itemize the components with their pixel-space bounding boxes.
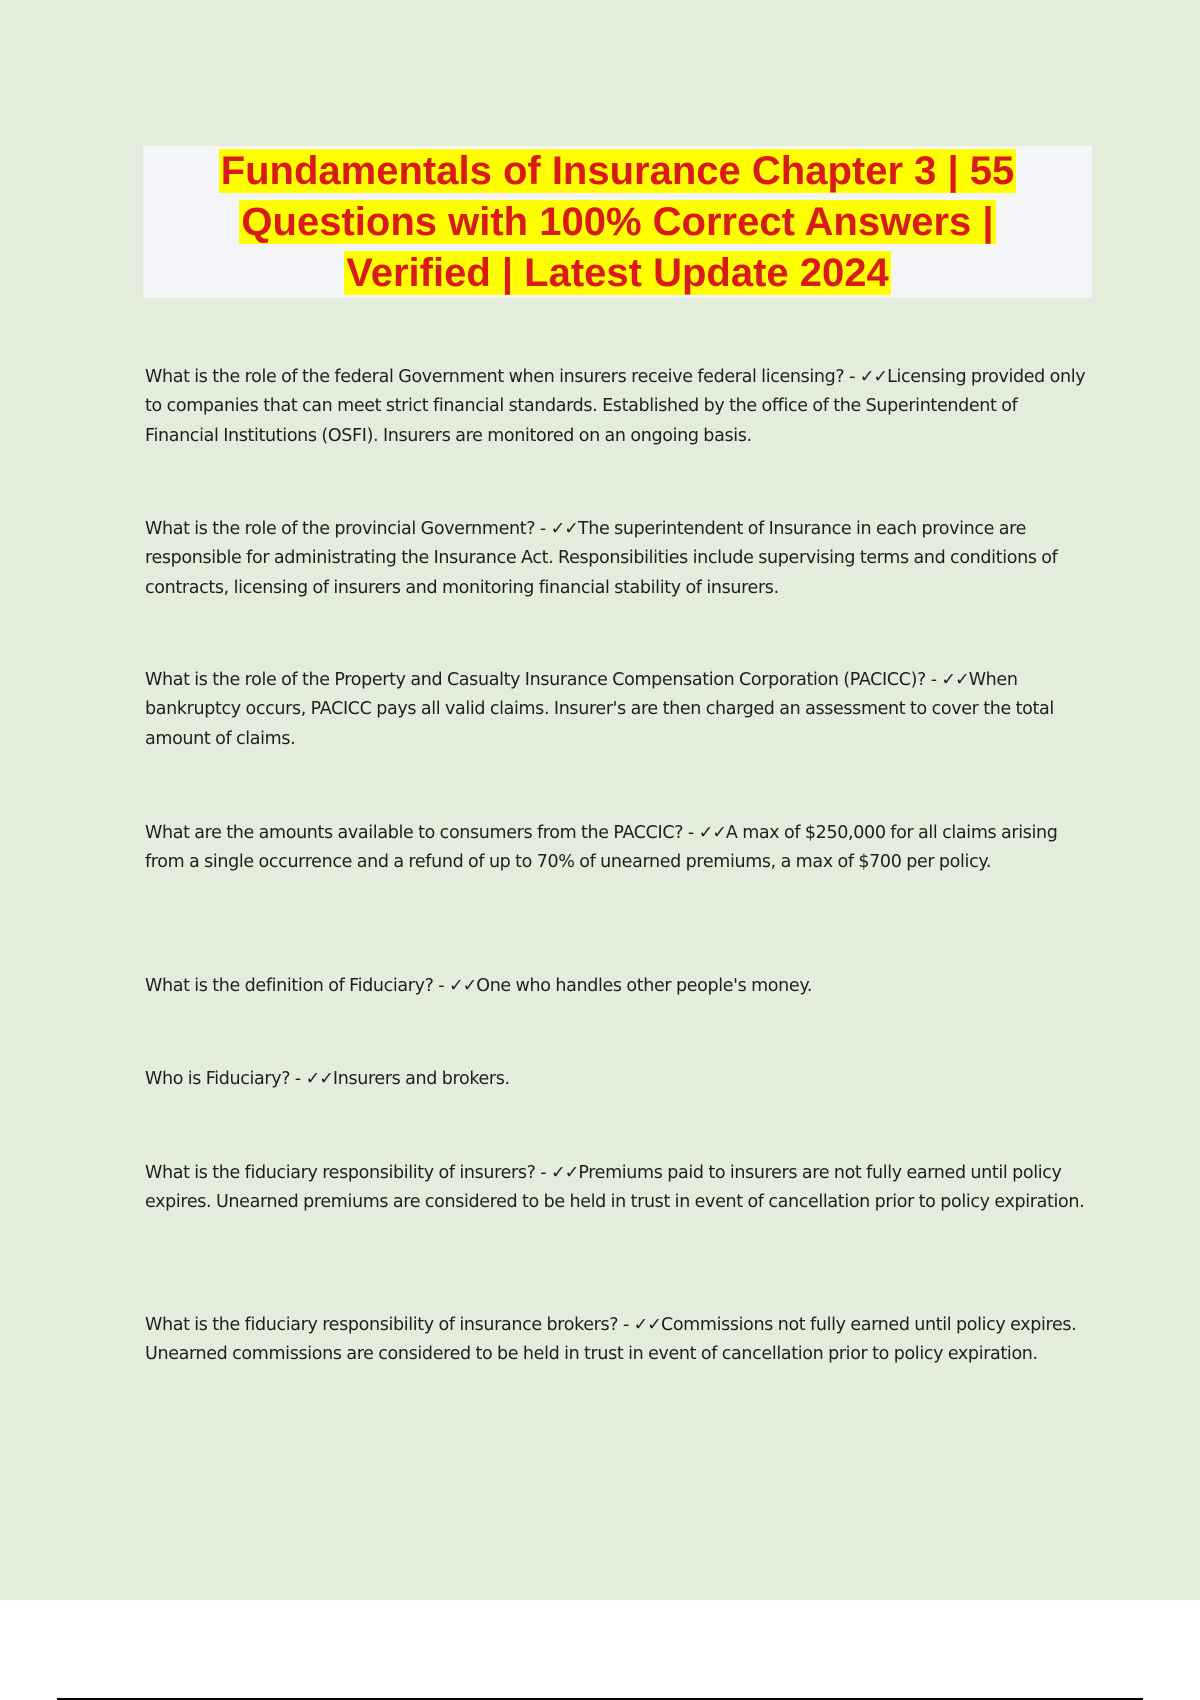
question-text: What are the amounts available to consumers from the PACCIC? bbox=[145, 822, 684, 843]
double-check-icon: ✓✓ bbox=[448, 975, 477, 996]
separator: - bbox=[535, 1162, 551, 1183]
qa-entry-provincial-role bbox=[145, 515, 1090, 604]
answer-text: Licensing provided only to companies that can meet strict financial standards. Established by the office of the Superintendent of Financial Institutions (OSFI). Insurers are monitored on an ongoing basis. bbox=[145, 366, 1086, 446]
title-line-3: Verified | Latest Update 2024 bbox=[346, 251, 889, 295]
question-text: What is the role of the Property and Casualty Insurance Compensation Corporation (PACICC)? bbox=[145, 669, 926, 690]
separator: - bbox=[618, 1314, 634, 1335]
double-check-icon: ✓✓ bbox=[698, 822, 726, 843]
separator: - bbox=[683, 822, 699, 843]
separator: - bbox=[844, 366, 860, 387]
question-text: What is the definition of Fiduciary? bbox=[145, 975, 434, 996]
answer-text: When bankruptcy occurs, PACICC pays all valid claims. Insurer's are then charged an assessment to cover the total amount of claims. bbox=[145, 669, 1054, 749]
document-title bbox=[143, 146, 1092, 299]
separator: - bbox=[926, 669, 942, 690]
title-line-2: Questions with 100% Correct Answers | bbox=[241, 200, 994, 244]
double-check-icon: ✓✓ bbox=[550, 518, 578, 539]
qa-entry-pacicc-role bbox=[145, 666, 1090, 755]
title-line-1: Fundamentals of Insurance Chapter 3 | 55 bbox=[220, 149, 1015, 193]
question-text: What is the fiduciary responsibility of insurers? bbox=[145, 1162, 536, 1183]
question-text: What is the role of the federal Government when insurers receive federal licensing? bbox=[145, 366, 845, 387]
separator: - bbox=[290, 1068, 306, 1089]
double-check-icon: ✓✓ bbox=[550, 1162, 579, 1183]
qa-entry-pacicc-amounts bbox=[145, 819, 1090, 878]
separator: - bbox=[535, 518, 551, 539]
question-text: Who is Fiduciary? bbox=[145, 1068, 291, 1089]
answer-text: The superintendent of Insurance in each province are responsible for administrating the Insurance Act. Responsibilities include supervising terms and conditions of contracts, licensing of insurers and monitoring financial stability of insurers. bbox=[145, 518, 1058, 598]
answer-text: A max of $250,000 for all claims arising from a single occurrence and a refund of up to 70% of unearned premiums, a max of $700 per policy. bbox=[145, 822, 1058, 872]
qa-entry-federal-role bbox=[145, 363, 1090, 452]
answer-text: Insurers and brokers. bbox=[332, 1068, 510, 1089]
question-text: What is the fiduciary responsibility of insurance brokers? bbox=[145, 1314, 619, 1335]
qa-entry-fiduciary-definition bbox=[145, 972, 1090, 1002]
double-check-icon: ✓✓ bbox=[859, 366, 888, 387]
answer-text: Premiums paid to insurers are not fully earned until policy expires. Unearned premiums are considered to be held in trust in event of cancellation prior to policy expiration. bbox=[145, 1162, 1085, 1212]
double-check-icon: ✓✓ bbox=[941, 669, 969, 690]
answer-text: One who handles other people's money. bbox=[476, 975, 813, 996]
qa-entry-who-fiduciary bbox=[145, 1065, 1090, 1095]
qa-entry-insurer-fiduciary bbox=[145, 1159, 1090, 1218]
double-check-icon: ✓✓ bbox=[305, 1068, 333, 1089]
answer-text: Commissions not fully earned until policy expires. Unearned commissions are considered to be held in trust in event of cancellation prior to policy expiration. bbox=[145, 1314, 1077, 1364]
question-text: What is the role of the provincial Government? bbox=[145, 518, 536, 539]
separator: - bbox=[433, 975, 449, 996]
double-check-icon: ✓✓ bbox=[633, 1314, 661, 1335]
qa-entry-broker-fiduciary bbox=[145, 1311, 1090, 1370]
title-box bbox=[143, 146, 1092, 298]
